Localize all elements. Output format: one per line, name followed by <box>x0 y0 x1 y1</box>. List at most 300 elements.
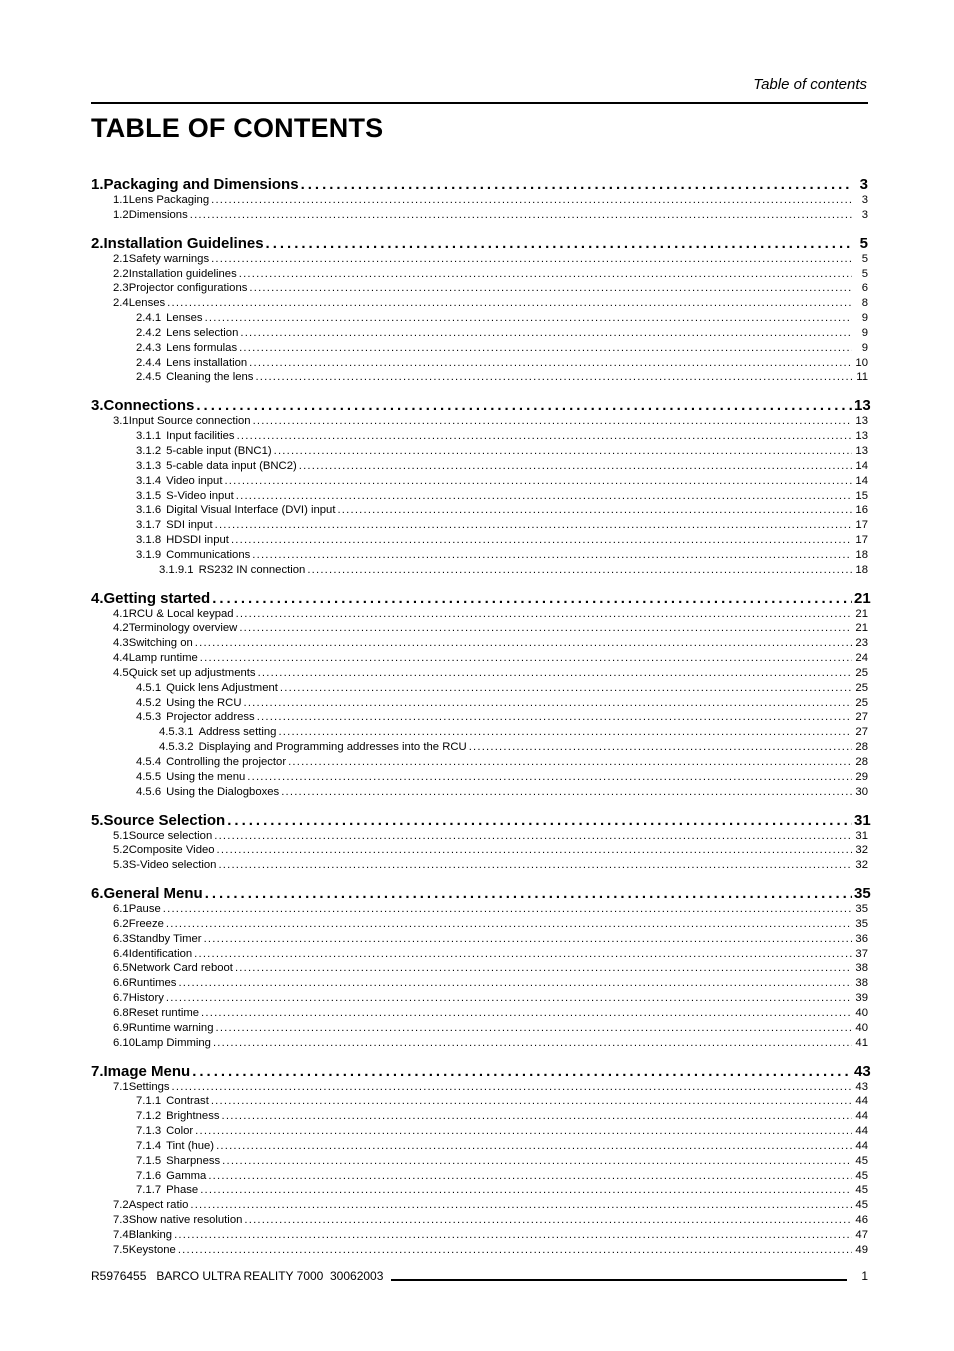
toc-chapter <box>91 811 871 874</box>
toc-entry[interactable] <box>91 370 868 385</box>
entry-number: 7.1 <box>113 1080 129 1093</box>
dot-leader <box>215 1021 852 1036</box>
entry-page-number: 21 <box>854 589 871 607</box>
toc-entry[interactable] <box>91 621 868 636</box>
dot-leader <box>224 474 852 489</box>
entry-page-number: 43 <box>854 1062 871 1080</box>
entry-title: Runtimes <box>128 977 177 990</box>
toc-entry[interactable] <box>91 740 868 755</box>
entry-page-number: 37 <box>855 947 868 960</box>
toc-entry[interactable] <box>91 902 868 917</box>
toc-entry[interactable] <box>91 651 868 666</box>
entry-number: 4.4 <box>113 652 129 665</box>
toc-entry[interactable] <box>91 341 868 356</box>
entry-number: 4.5 <box>113 666 129 679</box>
dot-leader <box>212 590 852 607</box>
entry-page-number: 16 <box>855 504 868 517</box>
toc-entry[interactable] <box>91 281 868 296</box>
entry-number: 5.2 <box>113 844 129 857</box>
dot-leader <box>178 976 852 991</box>
page-number: 1 <box>861 1269 868 1283</box>
toc-chapter <box>91 589 871 800</box>
entry-title: S-Video selection <box>128 859 217 872</box>
toc-chapter-heading[interactable] <box>91 176 868 193</box>
toc-entry[interactable] <box>91 1080 868 1095</box>
dot-leader <box>255 370 852 385</box>
dot-leader <box>211 1094 852 1109</box>
toc-entry[interactable] <box>91 356 868 371</box>
dot-leader <box>278 725 852 740</box>
entry-page-number: 35 <box>855 917 868 930</box>
entry-number: 1.1 <box>113 194 129 206</box>
toc-chapter-heading[interactable] <box>91 397 871 415</box>
toc-entry[interactable] <box>91 459 868 474</box>
entry-page-number: 14 <box>855 474 868 487</box>
dot-leader <box>239 267 852 282</box>
dot-leader <box>247 770 852 785</box>
entry-number: 6.1 <box>113 903 129 916</box>
toc-entry[interactable] <box>91 444 868 459</box>
toc-entry[interactable] <box>91 932 868 947</box>
entry-page-number: 8 <box>861 297 868 310</box>
toc-entry[interactable] <box>91 1213 868 1228</box>
toc-entry[interactable] <box>91 1021 868 1036</box>
entry-page-number: 45 <box>855 1184 868 1197</box>
dot-leader <box>172 1080 852 1095</box>
toc-entry[interactable] <box>91 1169 868 1184</box>
dot-leader <box>190 1198 852 1213</box>
entry-page-number: 6 <box>861 282 868 295</box>
entry-page-number: 32 <box>855 859 868 872</box>
entry-page-number: 13 <box>854 397 871 415</box>
toc-entry[interactable] <box>91 991 868 1006</box>
entry-number: 6. <box>91 885 104 903</box>
entry-title: Lamp runtime <box>128 652 198 665</box>
entry-title: 5-cable data input (BNC2) <box>166 459 297 472</box>
entry-number: 4.5.3 <box>136 711 162 724</box>
entry-title: Runtime warning <box>128 1021 214 1034</box>
entry-title: Input facilities <box>166 430 235 443</box>
entry-title: Freeze <box>128 917 164 930</box>
entry-title: 5-cable input (BNC1) <box>166 444 272 457</box>
entry-number: 4.5.3.1 <box>159 726 194 739</box>
entry-number: 7.4 <box>113 1228 129 1241</box>
toc-chapter <box>91 235 868 386</box>
toc-entry[interactable] <box>91 503 868 518</box>
entry-number: 5.3 <box>113 859 129 872</box>
entry-number: 7.2 <box>113 1199 129 1212</box>
entry-title: Aspect ratio <box>128 1199 189 1212</box>
entry-number: 2.4.2 <box>136 326 162 339</box>
toc-entry[interactable] <box>91 208 868 223</box>
dot-leader <box>201 1006 852 1021</box>
entry-number: 4.2 <box>113 622 129 635</box>
toc-entry[interactable] <box>91 1036 868 1051</box>
entry-page-number: 11 <box>856 371 868 384</box>
entry-page-number: 41 <box>855 1036 868 1049</box>
entry-title: Standby Timer <box>128 932 202 945</box>
entry-number: 7.3 <box>113 1214 129 1227</box>
entry-title: Input Source connection <box>128 415 251 428</box>
dot-leader <box>195 1124 852 1139</box>
dot-leader <box>252 548 852 563</box>
toc-entry[interactable] <box>91 755 868 770</box>
entry-page-number: 18 <box>855 548 868 561</box>
entry-title: HDSDI input <box>166 534 229 547</box>
dot-leader <box>211 193 852 208</box>
entry-page-number: 45 <box>855 1169 868 1182</box>
entry-number: 7.1.6 <box>136 1169 162 1182</box>
entry-number: 1.2 <box>113 208 129 221</box>
entry-title: Lens selection <box>166 326 239 339</box>
dot-leader <box>214 829 852 844</box>
dot-leader <box>301 176 852 193</box>
entry-page-number: 31 <box>855 829 868 842</box>
entry-title: Communications <box>166 548 251 561</box>
entry-title: Safety warnings <box>128 252 210 265</box>
entry-page-number: 45 <box>855 1199 868 1212</box>
entry-page-number: 31 <box>854 811 871 829</box>
entry-number: 4.5.1 <box>136 681 162 694</box>
entry-title: Reset runtime <box>128 1006 200 1019</box>
entry-title: Controlling the projector <box>166 756 287 768</box>
dot-leader <box>190 208 852 223</box>
entry-page-number: 25 <box>855 681 868 694</box>
entry-number: 4.5.2 <box>136 696 162 709</box>
entry-page-number: 24 <box>855 652 868 665</box>
entry-number: 6.4 <box>113 947 129 960</box>
entry-title: Using the RCU <box>166 696 242 709</box>
entry-title: RS232 IN connection <box>198 563 306 576</box>
entry-title: Displaying and Programming addresses into the RCU <box>198 741 467 754</box>
entry-title: Source Selection <box>103 811 226 829</box>
entry-page-number: 29 <box>855 770 868 783</box>
dot-leader <box>178 1243 852 1258</box>
dot-leader <box>237 429 852 444</box>
entry-page-number: 38 <box>855 977 868 990</box>
entry-page-number: 10 <box>855 356 868 369</box>
toc-entry[interactable] <box>91 518 868 533</box>
dot-leader <box>217 843 852 858</box>
entry-number: 7.1.2 <box>136 1110 162 1123</box>
entry-title: Projector configurations <box>128 282 248 295</box>
entry-number: 4.5.5 <box>136 770 162 783</box>
entry-page-number: 5 <box>859 234 868 252</box>
dot-leader <box>253 414 852 429</box>
toc-entry[interactable] <box>91 1198 868 1213</box>
dot-leader <box>211 252 852 267</box>
entry-page-number: 9 <box>861 312 868 325</box>
dot-leader <box>231 533 852 548</box>
dot-leader <box>218 858 852 873</box>
entry-page-number: 35 <box>854 885 871 903</box>
entry-page-number: 30 <box>855 785 868 798</box>
entry-title: Image Menu <box>103 1062 191 1080</box>
entry-title: History <box>128 992 164 1005</box>
entry-number: 3.1.8 <box>136 534 162 547</box>
entry-number: 1. <box>91 176 104 193</box>
entry-title: Color <box>166 1125 194 1138</box>
dot-leader <box>236 607 852 622</box>
entry-title: Digital Visual Interface (DVI) input <box>166 504 336 517</box>
entry-number: 3. <box>91 397 104 415</box>
dot-leader <box>274 444 852 459</box>
dot-leader <box>288 755 852 770</box>
toc-entry[interactable] <box>91 414 868 429</box>
entry-number: 6.10 <box>113 1036 135 1049</box>
toc-entry[interactable] <box>91 1139 868 1154</box>
entry-page-number: 13 <box>855 444 868 457</box>
entry-page-number: 9 <box>861 341 868 354</box>
toc-entry[interactable] <box>91 947 868 962</box>
entry-number: 6.5 <box>113 962 129 975</box>
entry-title: Installation guidelines <box>128 267 237 280</box>
entry-title: SDI input <box>166 519 213 532</box>
toc-entry[interactable] <box>91 267 868 282</box>
entry-page-number: 27 <box>855 711 868 724</box>
entry-page-number: 5 <box>861 252 868 265</box>
toc-chapter <box>91 885 871 1050</box>
toc-entry[interactable] <box>91 311 868 326</box>
toc-chapter <box>91 176 868 223</box>
entry-page-number: 13 <box>855 430 868 443</box>
entry-page-number: 35 <box>855 903 868 916</box>
entry-title: Terminology overview <box>128 622 238 635</box>
entry-page-number: 49 <box>855 1243 868 1256</box>
dot-leader <box>174 1228 852 1243</box>
entry-page-number: 28 <box>855 756 868 768</box>
entry-page-number: 21 <box>855 622 868 635</box>
toc-entry[interactable] <box>91 548 868 563</box>
toc-entry[interactable] <box>91 961 868 976</box>
entry-number: 4.1 <box>113 607 129 620</box>
entry-page-number: 23 <box>855 637 868 650</box>
toc-entry[interactable] <box>91 696 868 711</box>
dot-leader <box>208 1169 852 1184</box>
entry-title: Brightness <box>166 1110 220 1123</box>
toc-entry[interactable] <box>91 666 868 681</box>
entry-number: 7. <box>91 1062 104 1080</box>
entry-number: 3.1.1 <box>136 430 162 443</box>
dot-leader <box>249 281 852 296</box>
entry-page-number: 27 <box>855 726 868 739</box>
document-reference: R5976455 BARCO ULTRA REALITY 7000 30062003 <box>91 1269 384 1283</box>
entry-page-number: 36 <box>855 932 868 945</box>
entry-number: 6.9 <box>113 1021 129 1034</box>
entry-page-number: 13 <box>855 415 868 428</box>
toc-entry[interactable] <box>91 770 868 785</box>
dot-leader <box>243 696 852 711</box>
entry-title: Quick lens Adjustment <box>166 681 278 694</box>
entry-title: RCU & Local keypad <box>128 607 234 620</box>
entry-title: Using the menu <box>166 770 246 783</box>
entry-page-number: 40 <box>855 1021 868 1034</box>
dot-leader <box>281 785 852 800</box>
dot-leader <box>215 518 852 533</box>
entry-title: Blanking <box>128 1228 173 1241</box>
toc-entry[interactable] <box>91 252 868 267</box>
dot-leader <box>469 740 852 755</box>
entry-number: 2.3 <box>113 282 129 295</box>
entry-number: 4.5.3.2 <box>159 741 194 754</box>
toc-entry[interactable] <box>91 607 868 622</box>
toc-entry[interactable] <box>91 326 868 341</box>
entry-title: Lens installation <box>166 356 248 369</box>
entry-title: Address setting <box>198 726 277 739</box>
dot-leader <box>299 459 852 474</box>
toc-entry[interactable] <box>91 1243 868 1258</box>
dot-leader <box>258 666 852 681</box>
entry-number: 3.1.3 <box>136 459 162 472</box>
toc-entry[interactable] <box>91 858 868 873</box>
dot-leader <box>192 1063 852 1080</box>
entry-title: Keystone <box>128 1243 176 1256</box>
running-header: Table of contents <box>753 76 867 93</box>
toc-entry[interactable] <box>91 1094 868 1109</box>
toc-entry[interactable] <box>91 533 868 548</box>
entry-number: 7.1.4 <box>136 1139 162 1152</box>
entry-page-number: 5 <box>861 267 868 280</box>
toc-entry[interactable] <box>91 829 868 844</box>
entry-title: Quick set up adjustments <box>128 666 256 679</box>
entry-title: Cleaning the lens <box>166 371 254 384</box>
dot-leader <box>195 636 852 651</box>
entry-number: 2.1 <box>113 252 129 265</box>
dot-leader <box>249 356 852 371</box>
entry-number: 7.1.3 <box>136 1125 162 1138</box>
toc-entry[interactable] <box>91 1109 868 1124</box>
entry-number: 7.5 <box>113 1243 129 1256</box>
toc-entry[interactable] <box>91 193 868 208</box>
entry-page-number: 28 <box>855 741 868 754</box>
entry-number: 6.2 <box>113 917 129 930</box>
entry-number: 5. <box>91 811 104 829</box>
entry-number: 6.7 <box>113 992 129 1005</box>
toc-entry[interactable] <box>91 563 868 578</box>
toc-entry[interactable] <box>91 785 868 800</box>
entry-title: Packaging and Dimensions <box>103 176 299 193</box>
toc-entry[interactable] <box>91 917 868 932</box>
entry-title: Lens Packaging <box>128 194 210 206</box>
entry-page-number: 3 <box>861 194 868 206</box>
entry-title: Show native resolution <box>128 1214 243 1227</box>
dot-leader <box>196 397 852 414</box>
entry-page-number: 38 <box>855 962 868 975</box>
entry-title: S-Video input <box>166 489 234 502</box>
dot-leader <box>205 885 852 902</box>
toc-entry[interactable] <box>91 976 868 991</box>
toc-entry[interactable] <box>91 681 868 696</box>
dot-leader <box>239 621 852 636</box>
toc-entry[interactable] <box>91 1183 868 1198</box>
entry-title: Phase <box>166 1184 199 1197</box>
entry-number: 3.1.2 <box>136 444 162 457</box>
dot-leader <box>236 489 852 504</box>
entry-page-number: 17 <box>855 519 868 532</box>
dot-leader <box>280 681 852 696</box>
entry-number: 7.1.5 <box>136 1154 162 1167</box>
entry-title: General Menu <box>103 885 203 903</box>
entry-number: 3.1 <box>113 415 129 428</box>
toc-entry[interactable] <box>91 843 868 858</box>
entry-title: Pause <box>128 903 161 916</box>
dot-leader <box>337 503 852 518</box>
entry-number: 3.1.9.1 <box>159 563 194 576</box>
dot-leader <box>200 651 852 666</box>
entry-title: Dimensions <box>128 208 188 221</box>
entry-page-number: 18 <box>855 563 868 576</box>
entry-page-number: 3 <box>861 208 868 221</box>
entry-number: 2.4.3 <box>136 341 162 354</box>
entry-page-number: 44 <box>855 1139 868 1152</box>
dot-leader <box>194 947 852 962</box>
entry-title: Sharpness <box>166 1154 221 1167</box>
toc-entry[interactable] <box>91 1124 868 1139</box>
toc-entry[interactable] <box>91 636 868 651</box>
entry-number: 4. <box>91 589 104 607</box>
entry-title: Connections <box>103 397 195 415</box>
entry-number: 2.2 <box>113 267 129 280</box>
entry-page-number: 17 <box>855 534 868 547</box>
entry-title: Identification <box>128 947 193 960</box>
dot-leader <box>240 326 852 341</box>
dot-leader <box>222 1109 852 1124</box>
entry-title: Lamp Dimming <box>135 1036 211 1049</box>
entry-page-number: 14 <box>855 459 868 472</box>
entry-title: Installation Guidelines <box>103 234 264 252</box>
toc-entry[interactable] <box>91 710 868 725</box>
toc-entry[interactable] <box>91 1154 868 1169</box>
entry-number: 4.3 <box>113 637 129 650</box>
entry-page-number: 43 <box>855 1080 868 1093</box>
toc-chapter-heading[interactable] <box>91 1062 871 1080</box>
entry-page-number: 40 <box>855 1006 868 1019</box>
toc-chapter-heading[interactable] <box>91 235 868 252</box>
entry-number: 4.5.4 <box>136 756 162 768</box>
footer-rule <box>391 1279 847 1281</box>
entry-number: 6.8 <box>113 1006 129 1019</box>
dot-leader <box>200 1183 852 1198</box>
toc-entry[interactable] <box>91 296 868 311</box>
dot-leader <box>204 932 852 947</box>
entry-page-number: 39 <box>855 992 868 1005</box>
entry-title: Lenses <box>166 312 203 325</box>
entry-page-number: 15 <box>855 489 868 502</box>
toc-entry[interactable] <box>91 1006 868 1021</box>
entry-number: 2. <box>91 234 104 252</box>
toc-entry[interactable] <box>91 474 868 489</box>
toc-entry[interactable] <box>91 725 868 740</box>
toc-chapter-heading[interactable] <box>91 885 871 903</box>
entry-number: 3.1.6 <box>136 504 162 517</box>
dot-leader <box>216 1139 852 1154</box>
toc-entry[interactable] <box>91 489 868 504</box>
entry-page-number: 21 <box>855 607 868 620</box>
entry-title: Network Card reboot <box>128 962 233 975</box>
entry-title: Settings <box>128 1080 170 1093</box>
dot-leader <box>244 1213 852 1228</box>
entry-number: 3.1.5 <box>136 489 162 502</box>
entry-number: 3.1.9 <box>136 548 162 561</box>
toc-entry[interactable] <box>91 429 868 444</box>
dot-leader <box>227 812 852 829</box>
toc-chapter-heading[interactable] <box>91 589 871 607</box>
dot-leader <box>307 563 852 578</box>
toc-entry[interactable] <box>91 1228 868 1243</box>
page-title: TABLE OF CONTENTS <box>91 113 384 143</box>
entry-title: Composite Video <box>128 844 215 857</box>
toc-chapter-heading[interactable] <box>91 811 871 829</box>
